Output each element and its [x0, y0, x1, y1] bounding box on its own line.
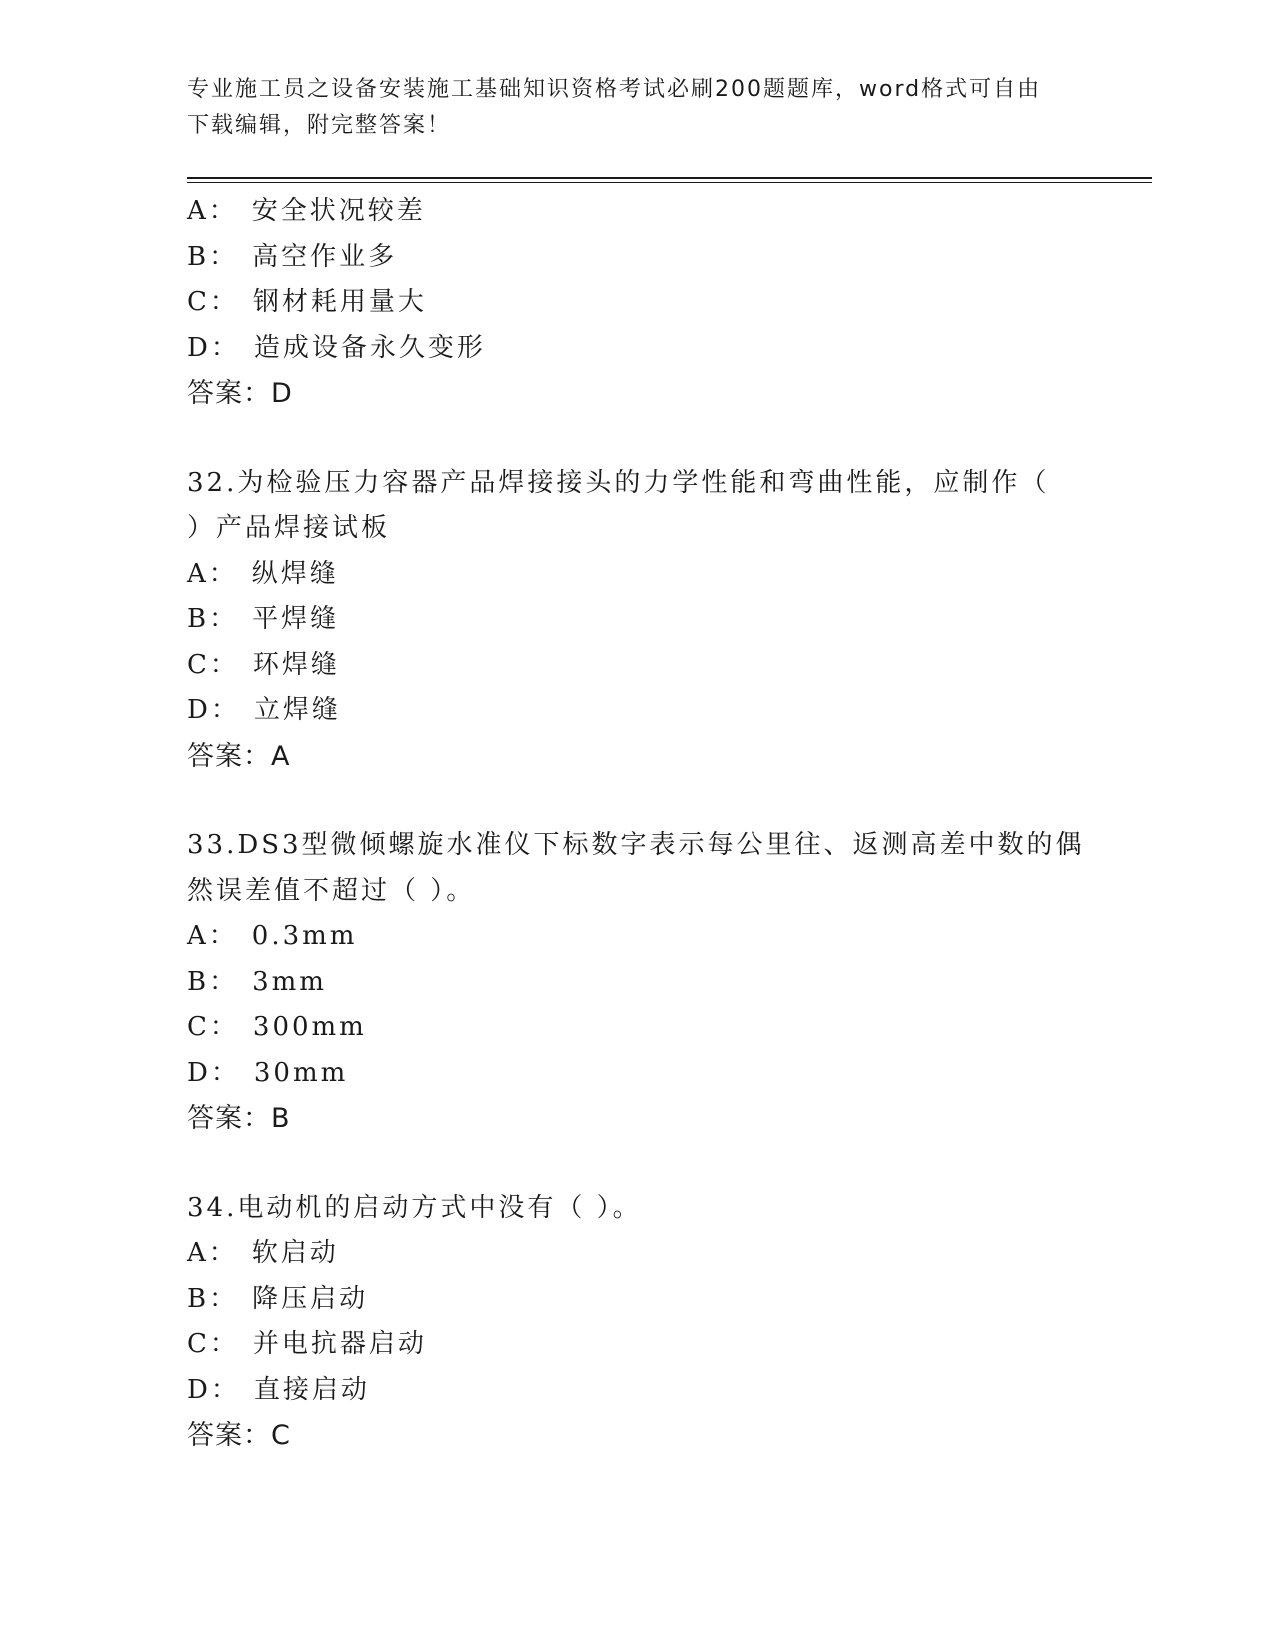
option-text: 立焊缝 [253, 695, 341, 725]
document-header [187, 72, 1067, 144]
option-letter: C： [187, 649, 239, 680]
option-letter: A： [187, 921, 238, 951]
option-text: 直接启动 [253, 1374, 370, 1405]
option-letter: D： [187, 1374, 240, 1405]
option-letter: D： [187, 695, 240, 725]
answer-option [187, 1005, 1067, 1051]
option-text: 软启动 [251, 1238, 339, 1268]
header-line-1: 专业施工员之设备安装施工基础知识资格考试必刷200题题库，word格式可自由 [187, 77, 1042, 102]
answer-option [187, 552, 1067, 598]
question-block [187, 1186, 1067, 1459]
answer-option [187, 1231, 1067, 1277]
option-text: 300mm [252, 1012, 367, 1042]
answer-option [187, 1322, 1067, 1368]
block-gap [187, 1142, 1067, 1186]
option-letter: C： [187, 1329, 239, 1359]
answer-option [187, 1368, 1067, 1414]
option-text: 并电抗器启动 [252, 1329, 427, 1359]
option-letter: A： [187, 196, 238, 226]
answer-option [187, 1051, 1067, 1097]
option-letter: B： [187, 241, 239, 272]
option-letter: B： [187, 604, 239, 634]
answer-key: 答案：B [187, 1103, 291, 1134]
question-block [187, 461, 1067, 780]
option-text: 降压启动 [252, 1283, 369, 1314]
header-line-2: 下载编辑，附完整答案！ [187, 113, 452, 138]
option-letter: C： [187, 1012, 239, 1042]
option-letter: C： [187, 287, 239, 317]
option-letter: B： [187, 1283, 239, 1314]
answer-key: 答案：C [187, 1420, 291, 1451]
option-text: 3mm [252, 966, 327, 997]
header-divider-thin [187, 182, 1152, 183]
option-text: 环焊缝 [252, 649, 340, 680]
answer-key: 答案：A [187, 740, 291, 772]
answer-option [187, 597, 1067, 643]
option-text: 30mm [253, 1057, 349, 1088]
option-letter: D： [187, 1057, 240, 1088]
question-text: 33.DS3型微倾螺旋水准仪下标数字表示每公里往、返测高差中数的偶 [187, 830, 1085, 860]
question-text: 然误差值不超过（ ）。 [187, 875, 476, 906]
option-letter: A： [187, 1238, 238, 1268]
answer-option [187, 914, 1067, 960]
question-list [187, 189, 1085, 1459]
question-block [187, 823, 1085, 1142]
answer-option [187, 1277, 1067, 1323]
answer-option [187, 643, 1067, 689]
answer-option [187, 280, 1067, 326]
option-text: 钢材耗用量大 [252, 287, 427, 317]
option-text: 安全状况较差 [251, 196, 426, 226]
option-text: 0.3mm [251, 921, 358, 951]
option-letter: A： [187, 558, 238, 589]
answer-option [187, 688, 1067, 734]
option-letter: D： [187, 332, 240, 363]
option-text: 造成设备永久变形 [253, 332, 486, 363]
answer-key: 答案：D [187, 378, 293, 409]
question-block [187, 189, 1067, 417]
option-letter: B： [187, 966, 239, 997]
option-text: 平焊缝 [252, 604, 340, 634]
header-divider-thick [187, 177, 1152, 179]
answer-option [187, 326, 1067, 372]
option-text: 纵焊缝 [251, 558, 339, 589]
answer-option [187, 235, 1067, 281]
question-text: 32.为检验压力容器产品焊接接头的力学性能和弯曲性能，应制作（ [187, 467, 1050, 498]
option-text: 高空作业多 [252, 241, 398, 272]
question-text: ）产品焊接试板 [187, 513, 391, 543]
block-gap [187, 417, 1067, 461]
question-text: 34.电动机的启动方式中没有（ ）。 [187, 1192, 642, 1223]
answer-option [187, 960, 1067, 1006]
block-gap [187, 779, 1067, 823]
answer-option [187, 189, 1067, 235]
